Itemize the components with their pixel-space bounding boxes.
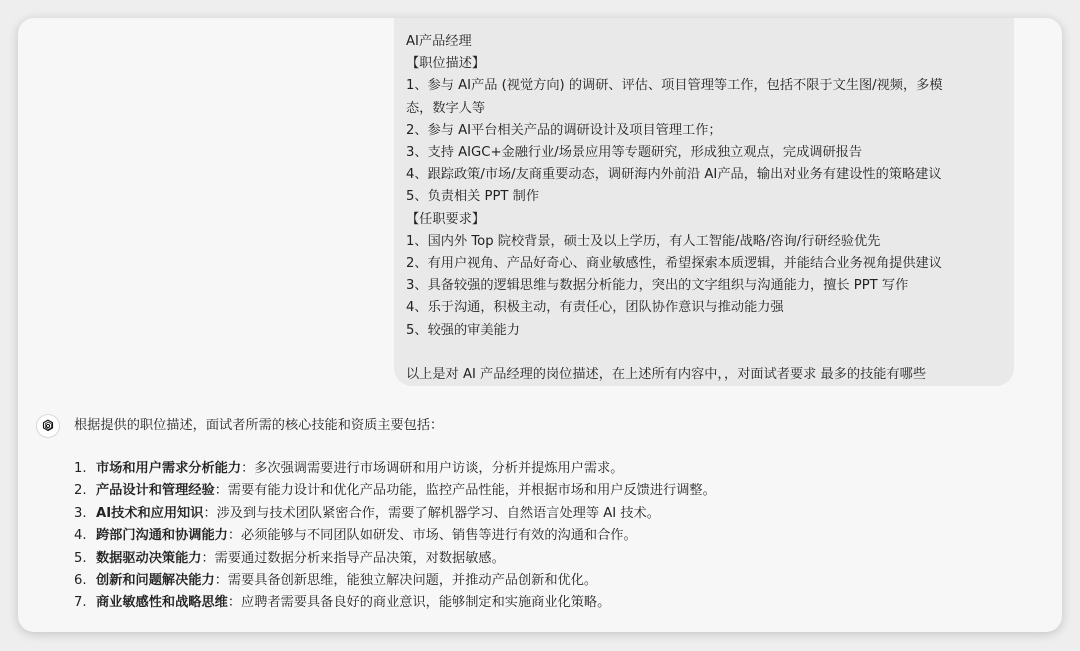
list-item — [74, 592, 716, 614]
user-message-line: AI产品经理 — [406, 34, 472, 49]
list-item-number: 7. — [74, 595, 87, 611]
skill-description: ：必须能够与不同团队如研发、市场、销售等进行有效的沟通和合作。 — [227, 528, 637, 544]
list-item-number: 4. — [74, 528, 87, 544]
user-message-text — [406, 31, 1002, 386]
list-item — [74, 503, 716, 525]
list-item-number: 5. — [74, 550, 87, 566]
user-message-line: 2、参与 AI平台相关产品的调研设计及项目管理工作； — [406, 122, 722, 138]
list-item — [74, 458, 716, 480]
list-item-number: 3. — [74, 505, 87, 521]
skill-description: ：需要有能力设计和优化产品功能，监控产品性能，并根据市场和用户反馈进行调整。 — [214, 483, 716, 499]
assistant-avatar — [36, 414, 60, 438]
list-item-number: 1. — [74, 461, 87, 476]
user-message-line: 3、具备较强的逻辑思维与数据分析能力，突出的文字组织与沟通能力，擅长 PPT 写作 — [406, 278, 909, 294]
list-item — [74, 525, 716, 547]
chat-window — [18, 18, 1062, 632]
user-message-line: 以上是对 AI 产品经理的岗位描述，在上述所有内容中，，对面试者要求 最多的技能有哪些 — [406, 367, 927, 383]
skill-term: 数据驱动决策能力 — [96, 550, 202, 566]
user-message-line: 【任职要求】 — [406, 211, 486, 227]
user-message-line: 1、国内外 Top 院校背景，硕士及以上学历，有人工智能/战略/咨询/行研经验优先 — [406, 233, 881, 249]
skill-description: ：需要具备创新思维，能独立解决问题，并推动产品创新和优化。 — [214, 573, 598, 589]
list-item-number: 2. — [74, 483, 87, 499]
list-item — [74, 548, 716, 570]
user-message-line: 5、负责相关 PPT 制作 — [406, 189, 540, 205]
user-message-line: 1、参与 AI产品 (视觉方向) 的调研、评估、项目管理等工作，包括不限于文生图/视频，多模 — [406, 78, 943, 94]
user-message-line: 3、支持 AIGC+金融行业/场景应用等专题研究，形成独立观点，完成调研报告 — [406, 145, 863, 161]
skill-term: AI技术和应用知识 — [96, 505, 204, 521]
openai-logo-icon — [40, 418, 56, 434]
skill-term: 市场和用户需求分析能力 — [96, 461, 242, 476]
list-item-number: 6. — [74, 573, 87, 589]
list-item — [74, 570, 716, 592]
skill-description: ：涉及到与技术团队紧密合作，需要了解机器学习、自然语言处理等 AI 技术。 — [203, 505, 660, 521]
user-message-line: 态，数字人等 — [406, 100, 486, 116]
skill-term: 商业敏感性和战略思维 — [96, 595, 228, 611]
user-message-line: 4、乐于沟通，积极主动，有责任心，团队协作意识与推动能力强 — [406, 300, 784, 316]
user-message-line: 4、跟踪政策/市场/友商重要动态，调研海内外前沿 AI产品，输出对业务有建设性的策略建议 — [406, 167, 942, 183]
answer-list — [74, 458, 716, 615]
assistant-intro: 根据提供的职位描述，面试者所需的核心技能和资质主要包括： — [74, 418, 444, 433]
user-message-line: 【职位描述】 — [406, 56, 486, 72]
list-item — [74, 480, 716, 502]
user-message-line: 5、较强的审美能力 — [406, 322, 520, 338]
user-message-line — [406, 342, 1002, 364]
skill-description: ：多次强调需要进行市场调研和用户访谈，分析并提炼用户需求。 — [241, 461, 624, 476]
skill-description: ：需要通过数据分析来指导产品决策，对数据敏感。 — [201, 550, 505, 566]
skill-description: ：应聘者需要具备良好的商业意识，能够制定和实施商业化策略。 — [227, 595, 611, 611]
skill-term: 跨部门沟通和协调能力 — [96, 528, 228, 544]
skill-term: 创新和问题解决能力 — [96, 573, 215, 589]
user-message-line: 2、有用户视角、产品好奇心、商业敏感性，希望探索本质逻辑，并能结合业务视角提供建议 — [406, 256, 942, 272]
user-message-bubble — [394, 18, 1014, 386]
skill-term: 产品设计和管理经验 — [96, 483, 215, 499]
